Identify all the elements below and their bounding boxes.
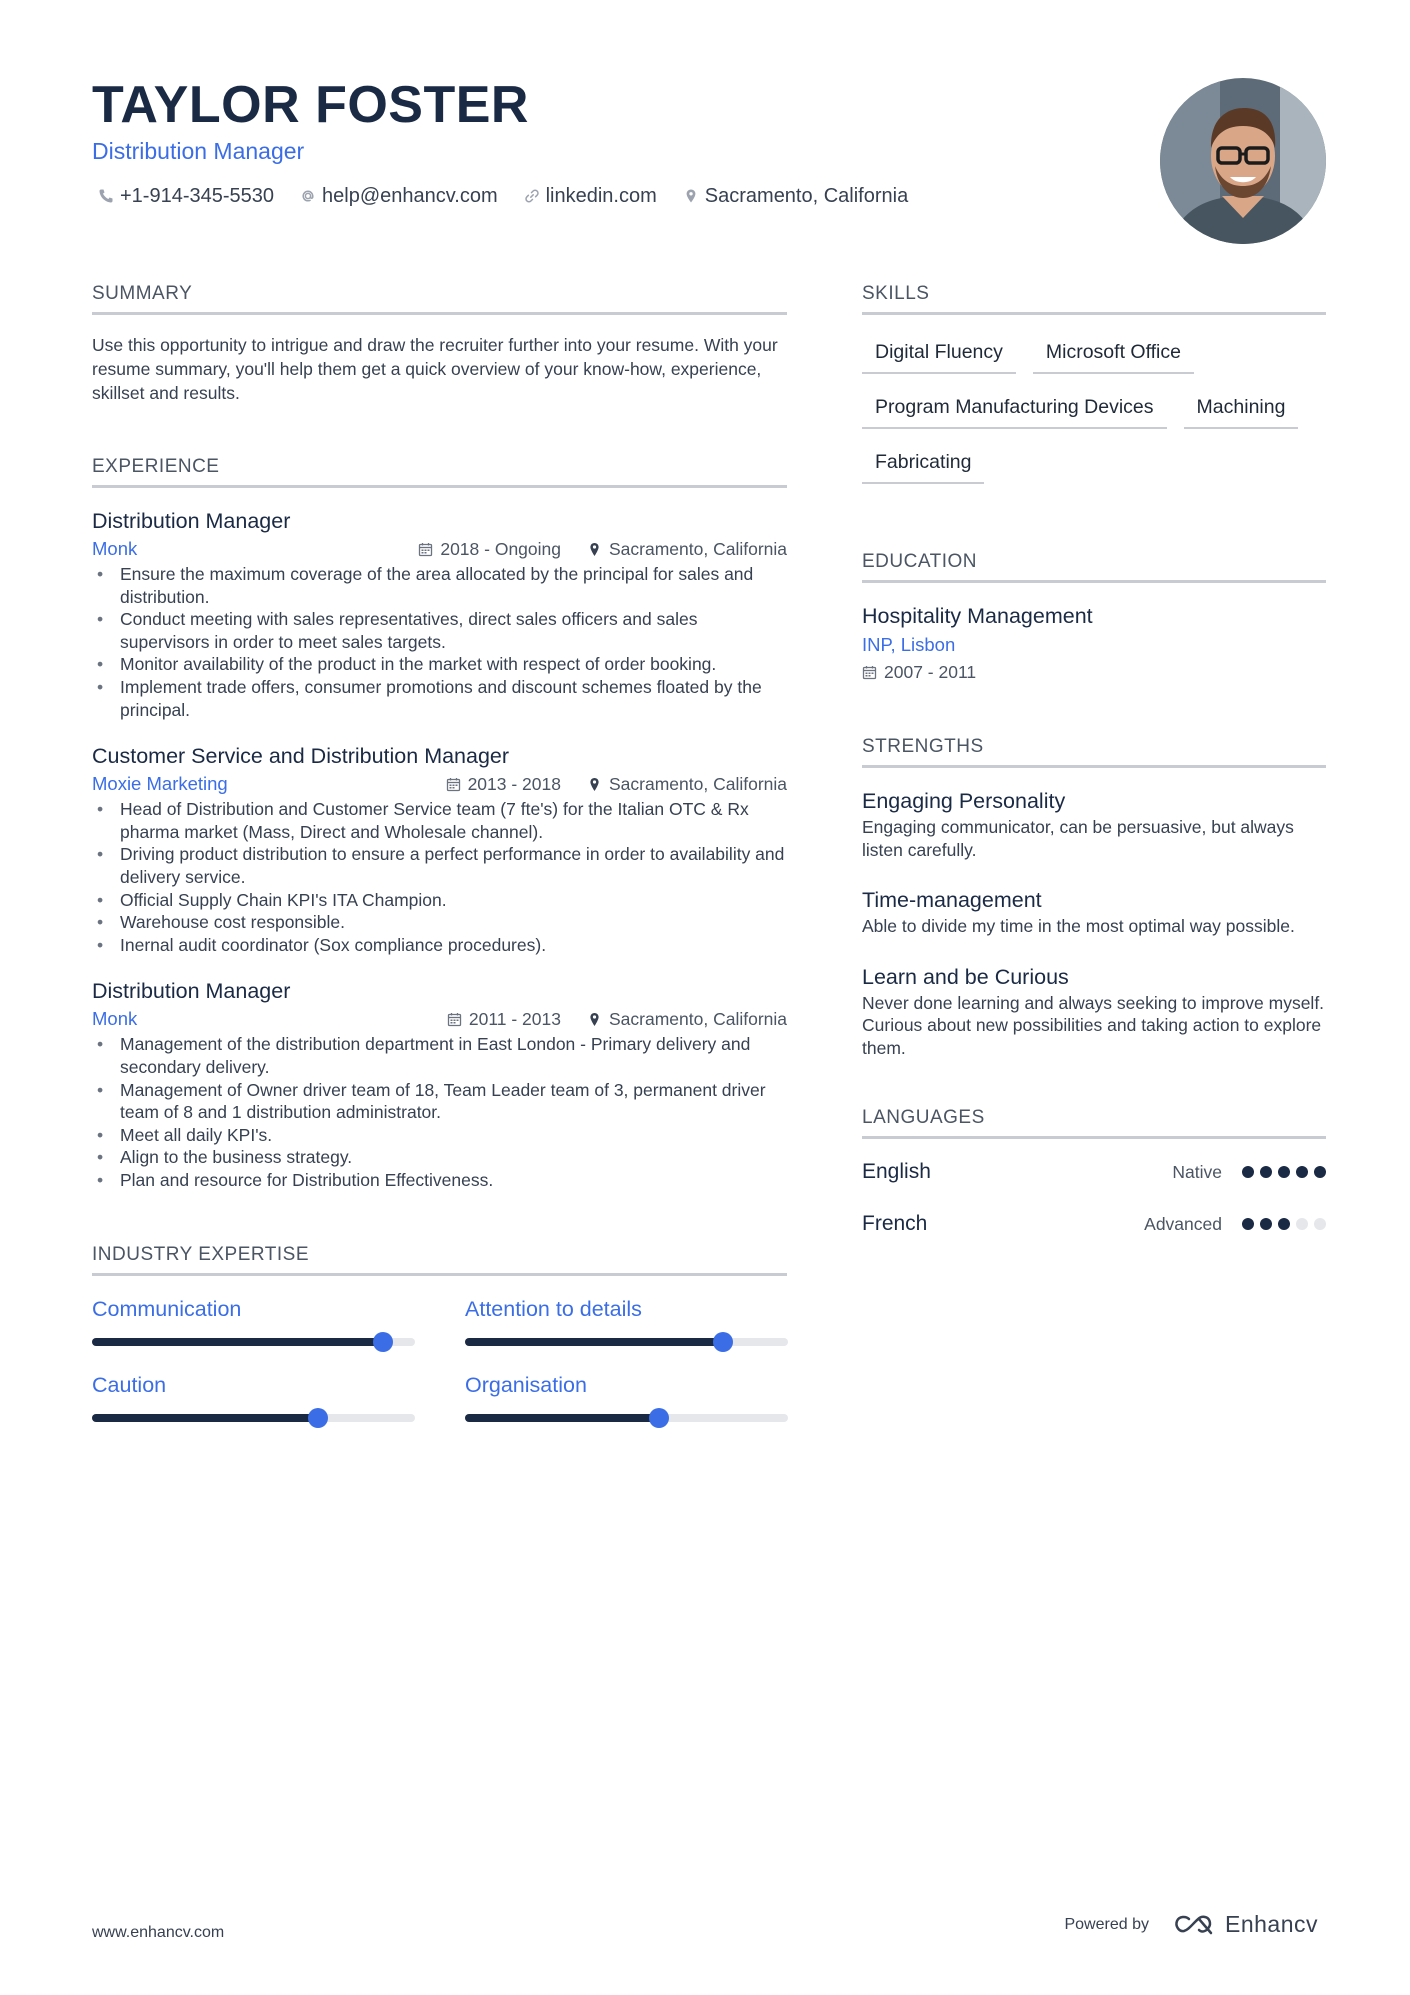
languages-heading: LANGUAGES — [862, 1106, 1326, 1139]
expertise-heading: INDUSTRY EXPERTISE — [92, 1243, 787, 1276]
strength-item — [862, 786, 1326, 861]
education-school: INP, Lisbon — [862, 634, 956, 655]
job-bullets — [92, 563, 787, 721]
job-bullet: • Meet all daily KPI's. — [92, 1124, 787, 1147]
experience-heading: EXPERIENCE — [92, 455, 787, 488]
expertise-grid — [92, 1294, 787, 1422]
job-dates — [447, 1006, 561, 1032]
expertise-slider-knob — [308, 1408, 328, 1428]
contact-phone-text: +1-914-345-5530 — [120, 185, 275, 207]
enhancv-brand-text: Enhancv — [1224, 1911, 1318, 1937]
company-name: Monk — [92, 1008, 138, 1030]
contact-email[interactable] — [300, 182, 498, 210]
job-location — [587, 536, 787, 562]
at-icon — [300, 188, 316, 204]
job-bullet: • Head of Distribution and Customer Service team (7 fte's) for the Italian OTC & Rx pharma market (Mass, Direct and Wholesale channel). — [92, 798, 787, 843]
expertise-slider-track — [92, 1414, 415, 1422]
job-location-text: Sacramento, California — [609, 774, 787, 795]
rating-dot — [1242, 1218, 1254, 1230]
contact-linkedin-text: linkedin.com — [545, 185, 657, 207]
strength-title: Learn and be Curious — [862, 964, 1069, 989]
location-pin-icon — [587, 542, 602, 557]
expertise-label: Communication — [92, 1297, 242, 1322]
contact-phone[interactable] — [98, 182, 274, 210]
skill-tag: Digital Fluency — [862, 333, 1016, 374]
strength-item — [862, 885, 1326, 938]
job-bullet: • Plan and resource for Distribution Effectiveness. — [92, 1169, 787, 1192]
candidate-name: TAYLOR FOSTER — [92, 76, 529, 134]
rating-dot — [1260, 1218, 1272, 1230]
expertise-slider-fill — [92, 1414, 318, 1422]
rating-dot — [1296, 1166, 1308, 1178]
skills-list — [862, 333, 1326, 484]
expertise-slider-knob — [649, 1408, 669, 1428]
enhancv-logo-icon — [1173, 1913, 1217, 1937]
footer-branding — [1064, 1911, 1318, 1938]
job-bullet: • Conduct meeting with sales representatives, direct sales officers and sales supervisors in order to meet sales targets. — [92, 608, 787, 653]
calendar-icon — [447, 1012, 462, 1027]
right-column — [862, 282, 1326, 1261]
job-bullet: • Driving product distribution to ensure a perfect performance in order to availability and delivery service. — [92, 843, 787, 888]
strength-item — [862, 962, 1326, 1060]
language-rating — [1242, 1218, 1326, 1230]
job-dates-text: 2013 - 2018 — [467, 774, 561, 795]
language-item — [862, 1157, 1326, 1187]
job-bullet: • Ensure the maximum coverage of the area allocated by the principal for sales and distribution. — [92, 563, 787, 608]
contact-location-text: Sacramento, California — [704, 185, 909, 207]
expertise-slider-track — [92, 1338, 415, 1346]
calendar-icon — [862, 665, 877, 680]
rating-dot — [1278, 1218, 1290, 1230]
expertise-item — [92, 1294, 415, 1346]
expertise-label: Organisation — [465, 1373, 587, 1398]
expertise-slider-fill — [465, 1414, 659, 1422]
expertise-slider-knob — [373, 1332, 393, 1352]
footer-website[interactable]: www.enhancv.com — [92, 1924, 225, 1941]
strengths-heading: STRENGTHS — [862, 735, 1326, 768]
job-bullet: • Management of the distribution department in East London - Primary delivery and secondary delivery. — [92, 1033, 787, 1078]
job-dates-text: 2011 - 2013 — [468, 1009, 561, 1030]
expertise-item — [92, 1370, 415, 1422]
job-dates — [446, 771, 561, 797]
language-level: Advanced — [1144, 1213, 1222, 1234]
job-bullet: • Official Supply Chain KPI's ITA Champion. — [92, 889, 787, 912]
education-dates-text: 2007 - 2011 — [884, 662, 977, 682]
expertise-item — [465, 1294, 788, 1346]
education-heading: EDUCATION — [862, 550, 1326, 583]
language-name: French — [862, 1211, 928, 1235]
strength-title: Time-management — [862, 888, 1042, 913]
enhancv-logo[interactable] — [1173, 1911, 1318, 1938]
strength-description: Never done learning and always seeking to improve myself. Curious about new possibilities and taking action to explore them. — [862, 992, 1325, 1058]
rating-dot — [1260, 1166, 1272, 1178]
rating-dot — [1314, 1166, 1326, 1178]
job-title: Distribution Manager — [92, 509, 291, 533]
phone-icon — [98, 188, 114, 204]
company-name: Monk — [92, 538, 138, 559]
education-dates — [862, 659, 1326, 685]
experience-entry — [92, 976, 787, 1191]
contact-email-text: help@enhancv.com — [322, 185, 498, 207]
location-pin-icon — [683, 188, 699, 204]
language-rating — [1242, 1166, 1326, 1178]
left-column — [92, 282, 787, 1422]
expertise-label: Caution — [92, 1373, 167, 1398]
job-bullet: • Warehouse cost responsible. — [92, 911, 787, 934]
strength-description: Engaging communicator, can be persuasive, but always listen carefully. — [862, 817, 1294, 860]
expertise-label: Attention to details — [465, 1297, 642, 1322]
rating-dot — [1242, 1166, 1254, 1178]
job-bullets — [92, 1033, 787, 1191]
job-dates — [418, 536, 561, 562]
job-bullet: • Monitor availability of the product in the market with respect of order booking. — [92, 653, 787, 676]
contact-location — [683, 182, 908, 210]
job-dates-text: 2018 - Ongoing — [440, 539, 561, 559]
experience-entry — [92, 741, 787, 956]
job-location-text: Sacramento, California — [609, 539, 787, 559]
location-pin-icon — [587, 1012, 602, 1027]
powered-by-label: Powered by — [1064, 1915, 1149, 1933]
expertise-slider-track — [465, 1338, 788, 1346]
job-title: Distribution Manager — [92, 979, 291, 1004]
expertise-item — [465, 1370, 788, 1422]
job-location — [587, 771, 787, 797]
job-bullets — [92, 798, 787, 956]
rating-dot — [1296, 1218, 1308, 1230]
rating-dot — [1278, 1166, 1290, 1178]
calendar-icon — [418, 542, 433, 557]
contact-bar — [98, 182, 908, 210]
expertise-slider-track — [465, 1414, 788, 1422]
strength-description: Able to divide my time in the most optimal way possible. — [862, 916, 1295, 937]
language-level: Native — [1172, 1161, 1222, 1182]
link-icon — [524, 188, 540, 204]
job-meta — [92, 771, 787, 797]
job-bullet: • Align to the business strategy. — [92, 1146, 787, 1169]
skill-tag: Machining — [1184, 388, 1299, 429]
skill-tag: Fabricating — [862, 443, 984, 484]
experience-entry — [92, 506, 787, 721]
job-bullet: • Implement trade offers, consumer promotions and discount schemes floated by the principal. — [92, 676, 787, 721]
language-item — [862, 1209, 1326, 1239]
expertise-slider-knob — [713, 1332, 733, 1352]
skill-tag: Program Manufacturing Devices — [862, 388, 1167, 429]
job-bullet: • Inernal audit coordinator (Sox compliance procedures). — [92, 934, 787, 957]
skills-heading: SKILLS — [862, 282, 1326, 315]
strength-title: Engaging Personality — [862, 789, 1066, 813]
job-location-text: Sacramento, California — [609, 1009, 787, 1030]
calendar-icon — [446, 777, 461, 792]
contact-linkedin[interactable] — [524, 182, 657, 210]
job-meta — [92, 1006, 787, 1032]
rating-dot — [1314, 1218, 1326, 1230]
company-name: Moxie Marketing — [92, 773, 228, 795]
candidate-headline: Distribution Manager — [92, 138, 305, 164]
expertise-slider-fill — [465, 1338, 723, 1346]
location-pin-icon — [587, 777, 602, 792]
summary-text: Use this opportunity to intrigue and draw the recruiter further into your resume. With your resume summary, you'll help them get a quick overview of your know-how, experience, skillset and results. — [92, 335, 778, 403]
education-degree: Hospitality Management — [862, 604, 1093, 628]
job-title: Customer Service and Distribution Manager — [92, 744, 510, 769]
expertise-slider-fill — [92, 1338, 383, 1346]
job-bullet: • Management of Owner driver team of 18, Team Leader team of 3, permanent driver team of 8 and 1 distribution administrator. — [92, 1079, 787, 1124]
job-meta — [92, 536, 787, 562]
skill-tag: Microsoft Office — [1033, 333, 1194, 374]
profile-photo — [1160, 78, 1326, 244]
job-location — [587, 1006, 787, 1032]
summary-heading: SUMMARY — [92, 282, 787, 315]
language-name: English — [862, 1159, 931, 1183]
